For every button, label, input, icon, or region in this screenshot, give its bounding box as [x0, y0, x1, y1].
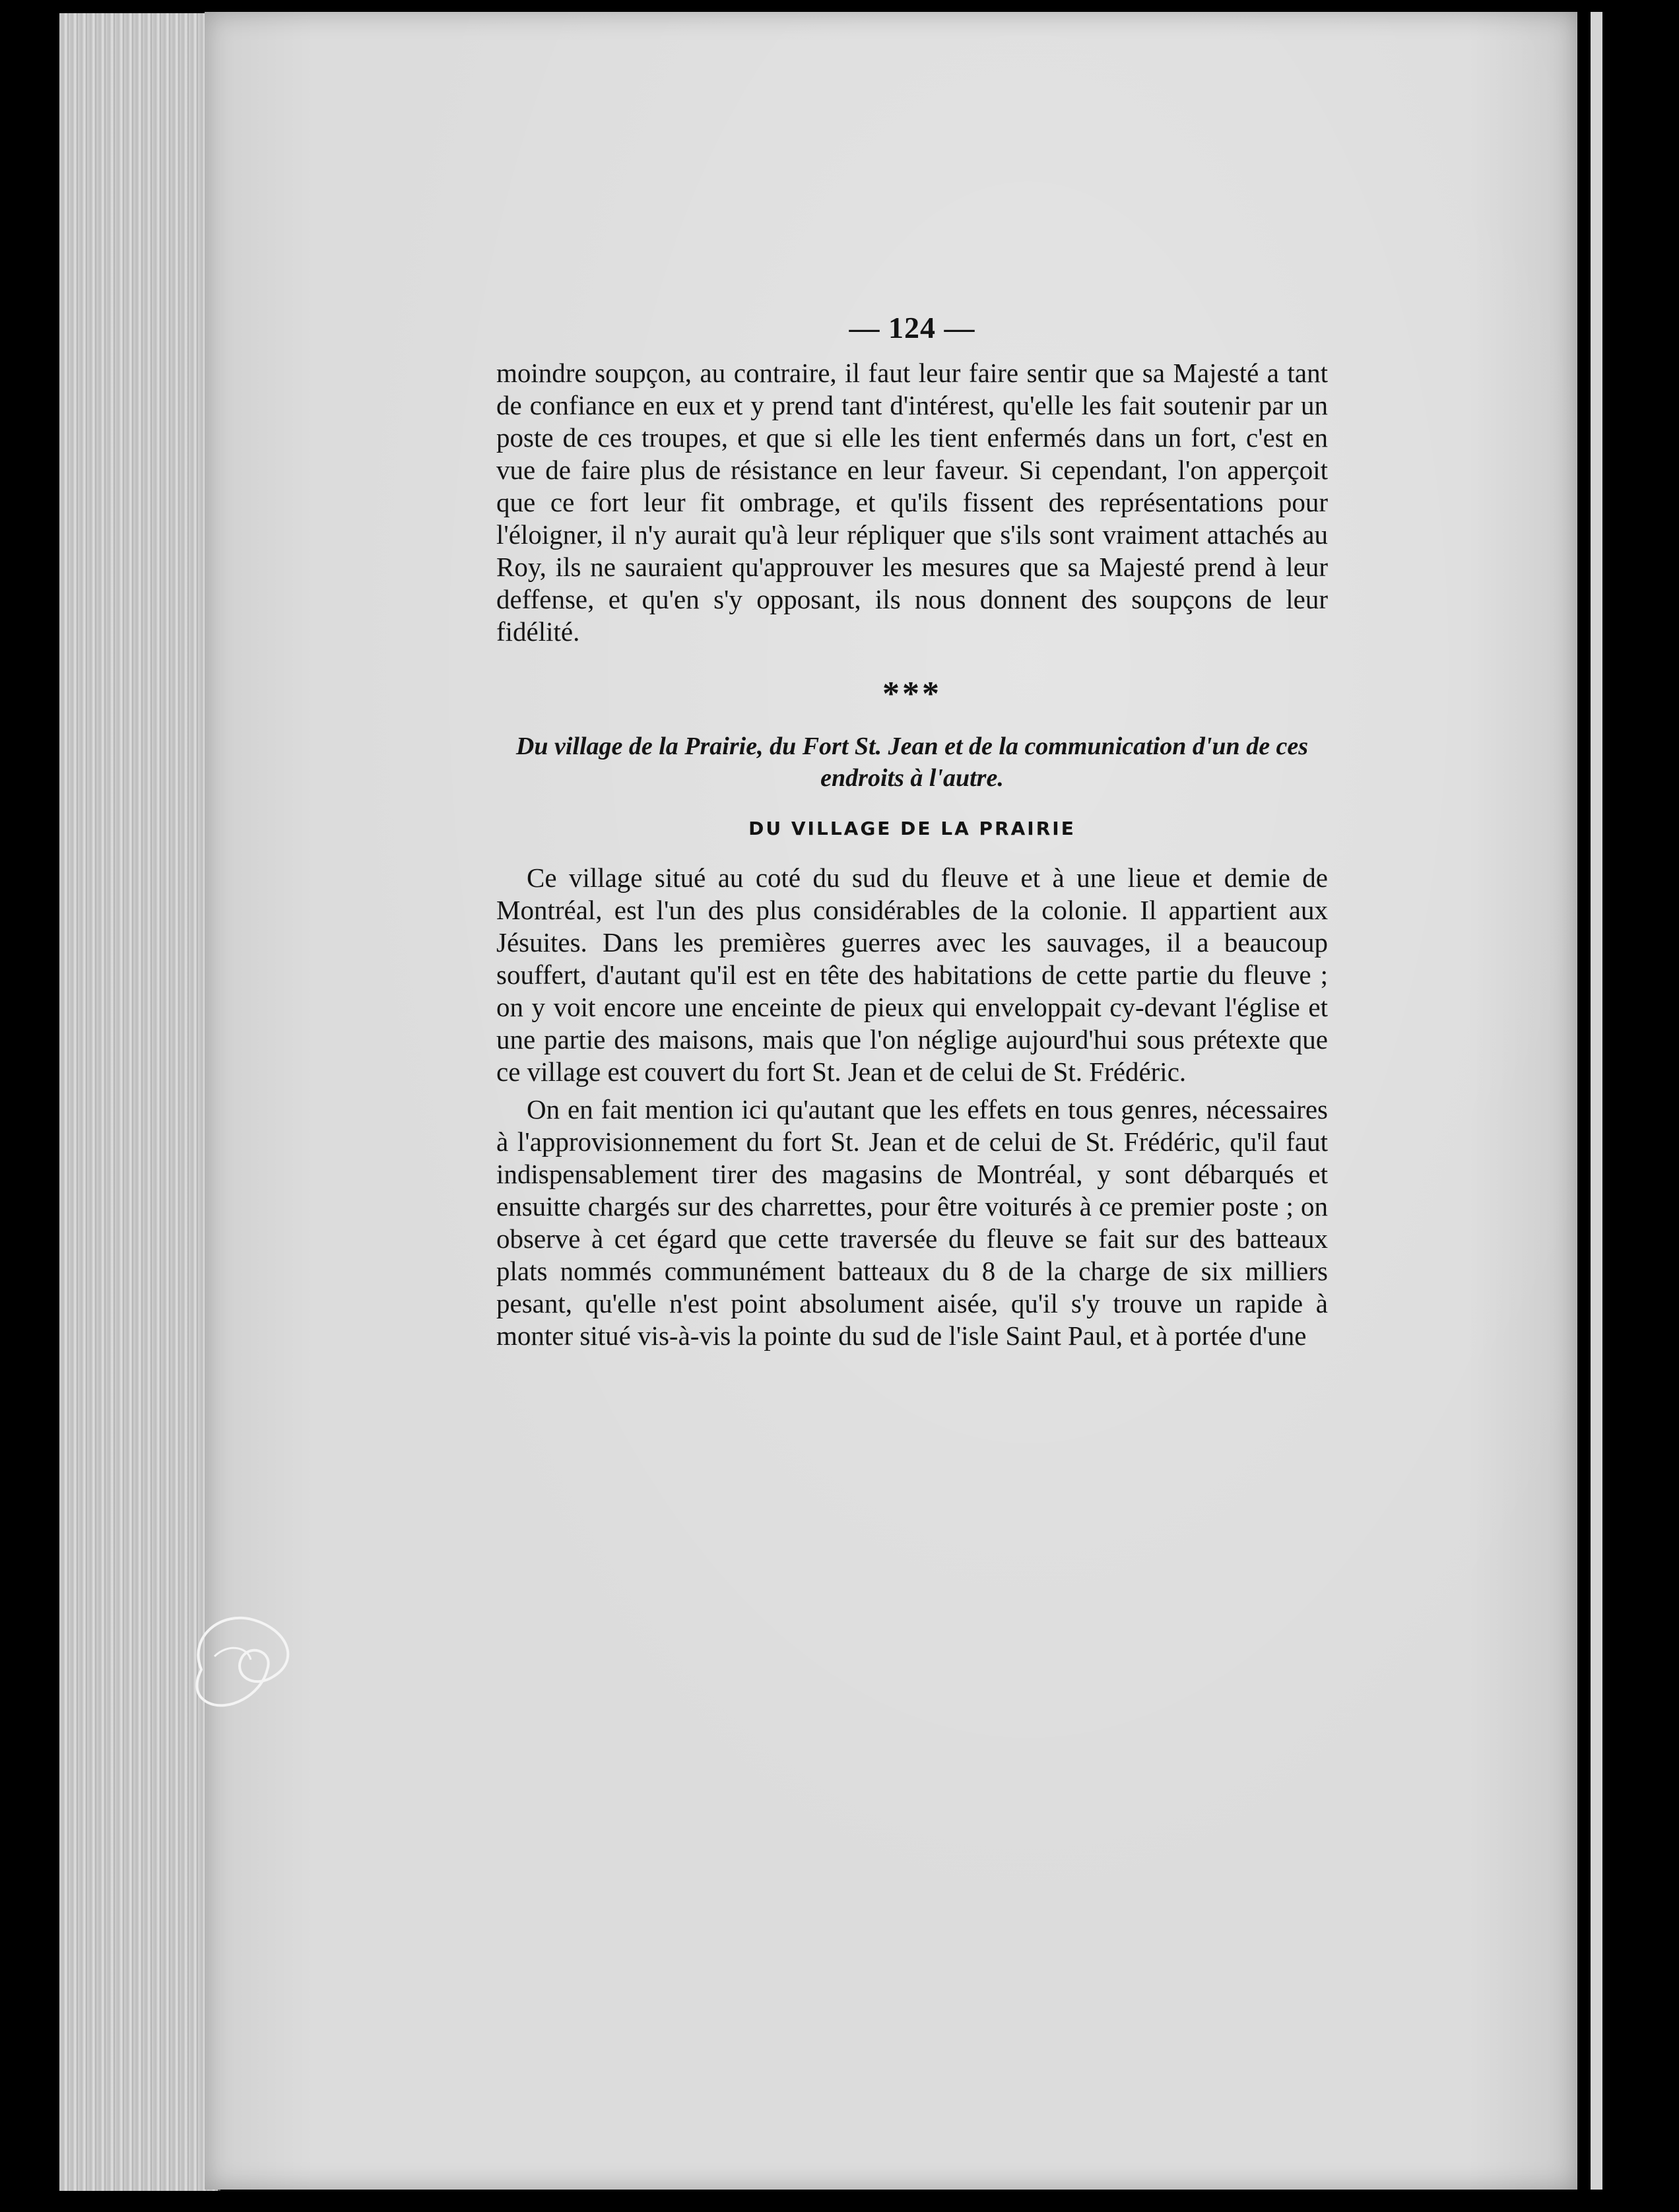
body-paragraph: On en fait mention ici qu'autant que les effets en tous genres, nécessaires à l'approvisionnement du fort St. Jean et de celui de St. Frédéric, qu'il faut indispensablement tirer des magasins de Montréal, y sont débarqués et ensuitte chargés sur des charrettes, pour être voiturés à ce premier poste ; on observe à cet égard que cette traversée du fleuve se fait sur des batteaux plats nommés communément batteaux du 8 de la charge de six milliers pesant, qu'elle n'est point absolument aisée, qu'il s'y trouve un rapide à monter situé vis-à-vis la pointe du sud de l'isle Saint Paul, et à portée d'une	[496, 1094, 1328, 1351]
subsection-title: DU VILLAGE DE LA PRAIRIE	[748, 818, 1076, 839]
facing-page-edge	[1584, 12, 1679, 2190]
section-title: Du village de la Prairie, du Fort St. Jean et de la communication d'un de ces endroits à l'autre.	[515, 732, 1309, 792]
asterism-divider: ***	[882, 675, 942, 713]
facing-page-strip	[1591, 12, 1602, 2190]
book-page-edges	[59, 13, 220, 2191]
pencil-scribble-mark	[175, 1597, 327, 1729]
opening-paragraph: moindre soupçon, au contraire, il faut leur faire sentir que sa Majesté a tant de confiance en eux et y prend tant d'intérest, qu'elle les fait soutenir par un poste de ces troupes, et que si elle les tient enfermés dans un fort, c'est en vue de faire plus de résistance en leur faveur. Si cependant, l'on apperçoit que ce fort leur fit ombrage, et qu'ils fissent des représentations pour l'éloigner, il n'y aurait qu'à leur répliquer que s'ils sont vraiment attachés au Roy, ils ne sauraient qu'approuver les mesures que sa Majesté prend à leur deffense, et qu'en s'y opposant, ils nous donnent des soupçons de leur fidélité.	[496, 358, 1328, 647]
page-text	[496, 310, 1328, 1352]
body-paragraph: Ce village situé au coté du sud du fleuve et à une lieue et demie de Montréal, est l'un des plus considérables de la colonie. Il appartient aux Jésuites. Dans les premières guerres avec les sauvages, il a beaucoup souffert, d'autant qu'il est en tête des habitations de cette partie du fleuve ; on y voit encore une enceinte de pieux qui enveloppait cy-devant l'église et une partie des maisons, mais que l'on néglige aujourd'hui sous prétexte que ce village est couvert du fort St. Jean et de celui de St. Frédéric.	[496, 862, 1328, 1087]
page-number: — 124 —	[849, 311, 975, 344]
